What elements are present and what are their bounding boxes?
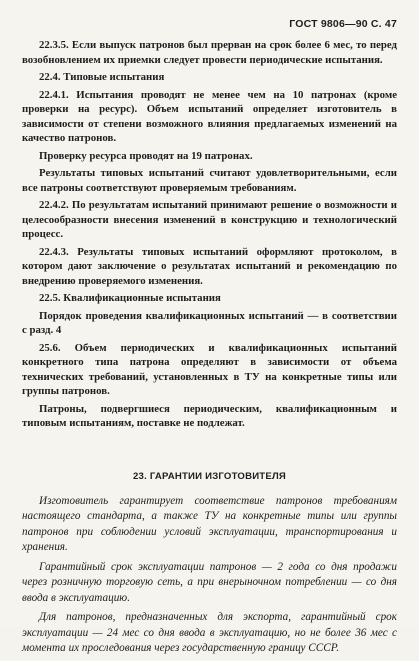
paragraph-cartridges: Патроны, подвергшиеся периодическим, квалификационным и типовым испытаниям, поставке не подлежат. <box>22 402 397 429</box>
paragraph-22-4-1: 22.4.1. Испытания проводят не менее чем на 10 патронах (кроме проверки на ресурс). Объем испытаний определяет изготовитель в зависимости от степени возможного влияния предлагаемых изменений на качество патронов. <box>22 88 397 144</box>
paragraph-procedure: Порядок проведения квалификационных испытаний — в соответствии с разд. 4 <box>22 309 397 336</box>
subsection-title-22-5: 22.5. Квалификационные испытания <box>39 292 221 304</box>
warranty-paragraph-2: Гарантийный срок эксплуатации патронов — 2 года со дня продажи через розничную торговую сеть, а при внерыночном потреблении — со дня ввода в эксплуатацию. <box>22 560 397 604</box>
warranty-paragraph-1: Изготовитель гарантирует соответствие патронов требованиям настоящего стандарта, а также ТУ на конкретные типы или группы патронов при соблюдении условий эксплуатации, транспортирования и хранения. <box>22 494 397 553</box>
paragraph-25-6: 25.6. Объем периодических и квалификационных испытаний конкретного типа патрона определяют в зависимости от объема технических требований, установленных в ТУ на конкретные типы или группы патронов. <box>22 341 397 397</box>
warranty-paragraph-3: Для патронов, предназначенных для экспорта, гарантийный срок эксплуатации — 24 мес со дня ввода в эксплуатацию, но не более 36 мес с момента их проследования через государственную границу СССР. <box>22 611 397 654</box>
subsection-title-22-4: 22.4. Типовые испытания <box>39 71 165 83</box>
document-content <box>22 38 397 661</box>
paragraph-22-4-3: 22.4.3. Результаты типовых испытаний оформляют протоколом, в котором дают заключение о результатах испытаний и рекомендацию по внедрению проверяемого изменения. <box>22 245 397 287</box>
section-title-23: 23. ГАРАНТИИ ИЗГОТОВИТЕЛЯ <box>133 470 286 482</box>
page-header: ГОСТ 9806—90 С. 47 <box>289 18 397 30</box>
paragraph-results: Результаты типовых испытаний считают удовлетворительными, если все патроны соответствуют проверяемым требованиям. <box>22 167 397 194</box>
paragraph-22-4-2: 22.4.2. По результатам испытаний принимают решение о возможности и целесообразности внесения изменений в конструкцию и технологический процесс. <box>22 199 397 240</box>
paragraph-resource-check: Проверку ресурса проводят на 19 патронах. <box>39 149 253 162</box>
paragraph-22-3-5: 22.3.5. Если выпуск патронов был прерван на срок более 6 мес, то перед возобновлением их приемки следует провести периодические испытания. <box>22 39 397 66</box>
